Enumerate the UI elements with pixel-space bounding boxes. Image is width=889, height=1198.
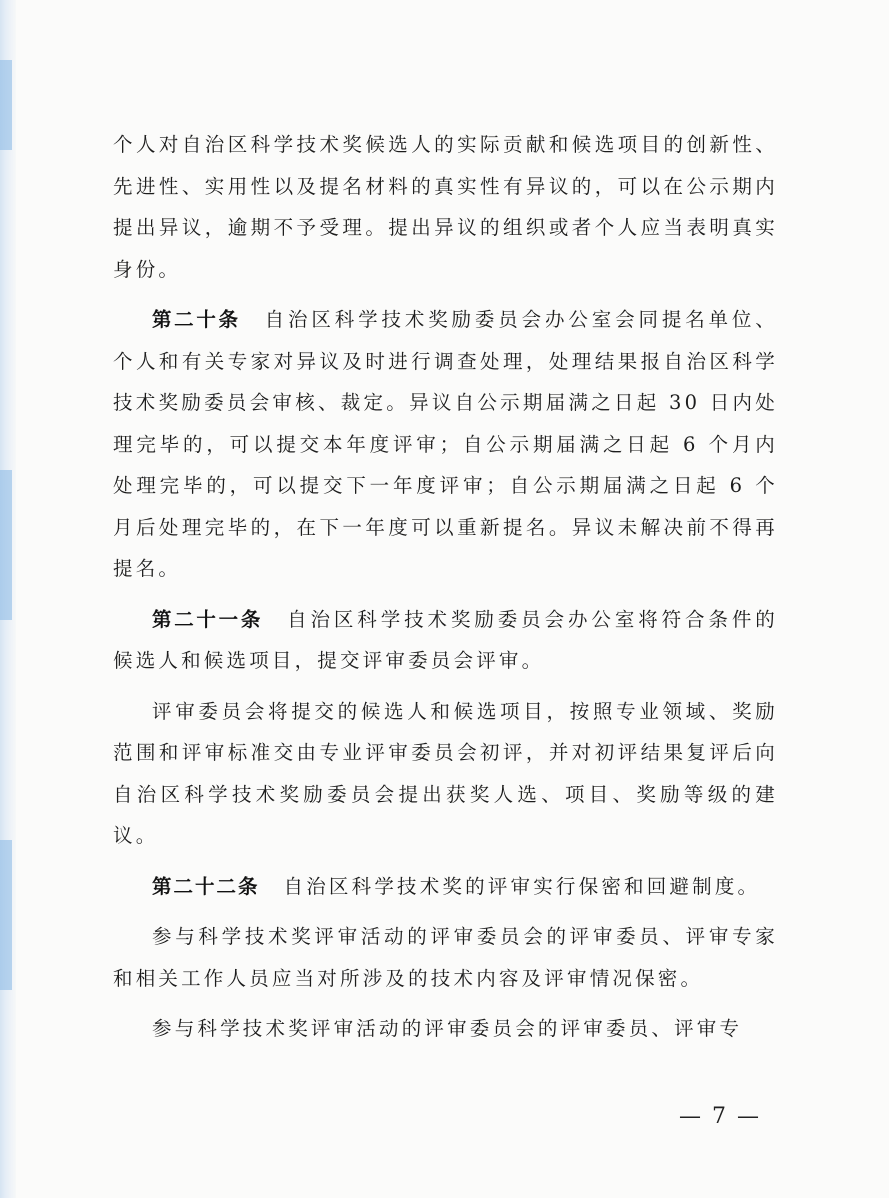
paragraph-text: 评审委员会将提交的候选人和候选项目，按照专业领域、奖励范围和评审标准交由专业评审委员会初评，并对初评结果复评后向自治区科学技术奖励委员会提出获奖人选、项目、奖励等级的建议。 <box>113 699 778 847</box>
article-heading: 第二十条 <box>152 308 241 331</box>
article-21 <box>113 599 778 682</box>
scan-edge-mark <box>0 470 12 620</box>
paragraph-text: 个人对自治区科学技术奖候选人的实际贡献和候选项目的创新性、先进性、实用性以及提名材料的真实性有异议的，可以在公示期内提出异议，逾期不予受理。提出异议的组织或者个人应当表明真实身份。 <box>113 133 778 281</box>
paragraph-text: 参与科学技术奖评审活动的评审委员会的评审委员、评审专 <box>152 1017 743 1040</box>
article-heading: 第二十二条 <box>152 874 260 898</box>
scan-edge-mark <box>0 840 12 990</box>
page-number: — 7 — <box>679 1104 761 1129</box>
article-heading: 第二十一条 <box>152 607 264 631</box>
scan-edge <box>0 0 16 1198</box>
scan-edge-mark <box>0 60 12 150</box>
paragraph <box>113 1008 778 1050</box>
paragraph-text: 自治区科学技术奖的评审实行保密和回避制度。 <box>283 874 761 898</box>
paragraph-text: 自治区科学技术奖励委员会办公室会同提名单位、个人和有关专家对异议及时进行调查处理，处理结果报自治区科学技术奖励委员会审核、裁定。异议自公示期届满之日起 30 日内处理完毕的，可以提交本年度评审；自公示期届满之日起 6 个月内处理完毕的，可以提交下一年度评审；自公示期届满之日起 6 个月后处理完毕的，在下一年度可以重新提名。异议未解决前不得再提名。 <box>113 308 778 580</box>
paragraph-text: 参与科学技术奖评审活动的评审委员会的评审委员、评审专家和相关工作人员应当对所涉及的技术内容及评审情况保密。 <box>113 925 778 990</box>
paragraph-continued <box>113 124 778 290</box>
article-22 <box>113 866 778 908</box>
paragraph <box>113 691 778 857</box>
paragraph <box>113 916 778 999</box>
paragraph-text: 自治区科学技术奖励委员会办公室将符合条件的候选人和候选项目，提交评审委员会评审。 <box>113 607 778 672</box>
article-20 <box>113 299 778 590</box>
document-body <box>113 124 778 1050</box>
